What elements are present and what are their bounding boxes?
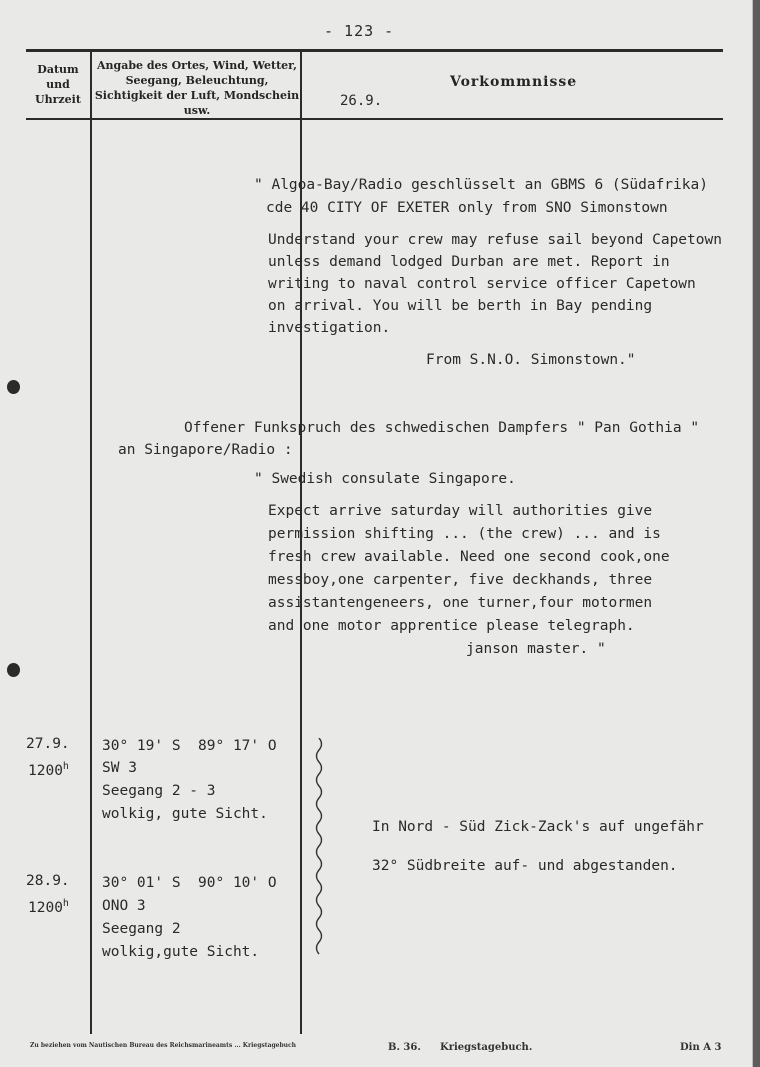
wavy-bracket — [312, 738, 326, 956]
footer-form-number: B. 36. — [388, 1042, 421, 1053]
entry28-position: 30° 01' S 90° 10' O — [102, 875, 277, 891]
entry28-wind: ONO 3 — [102, 898, 146, 914]
footer-printer-note: Zu beziehen vom Nautischen Bureau des Reichsmarineamts ... Kriegstagebuch — [30, 1042, 297, 1049]
message2-line: permission shifting ... (the crew) ... and is — [268, 526, 661, 542]
entry27-time: 1200$^h$ — [28, 761, 69, 779]
entry28-date: 28.9. — [26, 873, 70, 889]
footer-paper-size: Din A 3 — [680, 1042, 722, 1053]
punch-hole — [7, 663, 20, 677]
message2-line: and one motor apprentice please telegraph. — [268, 618, 635, 634]
header-vorkommnisse: Vorkommnisse — [450, 74, 578, 90]
message2-line: fresh crew available. Need one second cook,one — [268, 549, 670, 565]
message2-line: Offener Funkspruch des schwedischen Dampfers " Pan Gothia " — [184, 420, 700, 436]
message1-signature: From S.N.O. Simonstown." — [426, 352, 636, 368]
entry28-time: 1200$^h$ — [28, 898, 69, 916]
page-edge-shadow — [753, 0, 760, 1067]
message1-line: Understand your crew may refuse sail beyond Capetown — [268, 232, 722, 248]
header-datum: Datum und Uhrzeit — [35, 63, 81, 106]
message1-line: cde 40 CITY OF EXETER only from SNO Simonstown — [266, 200, 668, 216]
message1-line: on arrival. You will be berth in Bay pending — [268, 298, 653, 314]
message2-line: messboy,one carpenter, five deckhands, three — [268, 572, 653, 588]
entry28-sea: Seegang 2 — [102, 921, 181, 937]
message1-line: " Algoa-Bay/Radio geschlüsselt an GBMS 6 (Südafrika) — [254, 177, 708, 193]
header-angabe: Angabe des Ortes, Wind, Wetter, Seegang, Beleuchtung, Sichtigkeit der Luft, Mondschein usw. — [94, 59, 300, 117]
entry27-weather: wolkig, gute Sicht. — [102, 806, 268, 822]
footer-title: Kriegstagebuch. — [440, 1042, 533, 1053]
entry27-wind: SW 3 — [102, 760, 137, 776]
header-bottom-rule — [26, 118, 723, 120]
remark-line-2: 32° Südbreite auf- und abgestanden. — [372, 858, 678, 874]
column-rule-1 — [90, 49, 92, 1034]
message1-line: unless demand lodged Durban are met. Report in — [268, 254, 670, 270]
entry27-sea: Seegang 2 - 3 — [102, 783, 216, 799]
punch-hole — [7, 380, 20, 394]
message2-line: assistantengeneers, one turner,four motormen — [268, 595, 653, 611]
page-number: - 123 - — [324, 22, 395, 40]
header-entry-date: 26.9. — [340, 93, 383, 109]
entry27-position: 30° 19' S 89° 17' O — [102, 738, 277, 754]
message2-signature: janson master. " — [466, 641, 606, 657]
remark-line-1: In Nord - Süd Zick-Zack's auf ungefähr — [372, 819, 704, 835]
message1-line: investigation. — [268, 320, 391, 336]
message1-line: writing to naval control service officer Capetown — [268, 276, 696, 292]
message2-line: Expect arrive saturday will authorities give — [268, 503, 653, 519]
entry27-date: 27.9. — [26, 736, 70, 752]
message2-line: an Singapore/Radio : — [118, 442, 293, 458]
message2-line: " Swedish consulate Singapore. — [254, 471, 516, 487]
entry28-weather: wolkig,gute Sicht. — [102, 944, 260, 960]
header-top-rule — [26, 49, 723, 52]
